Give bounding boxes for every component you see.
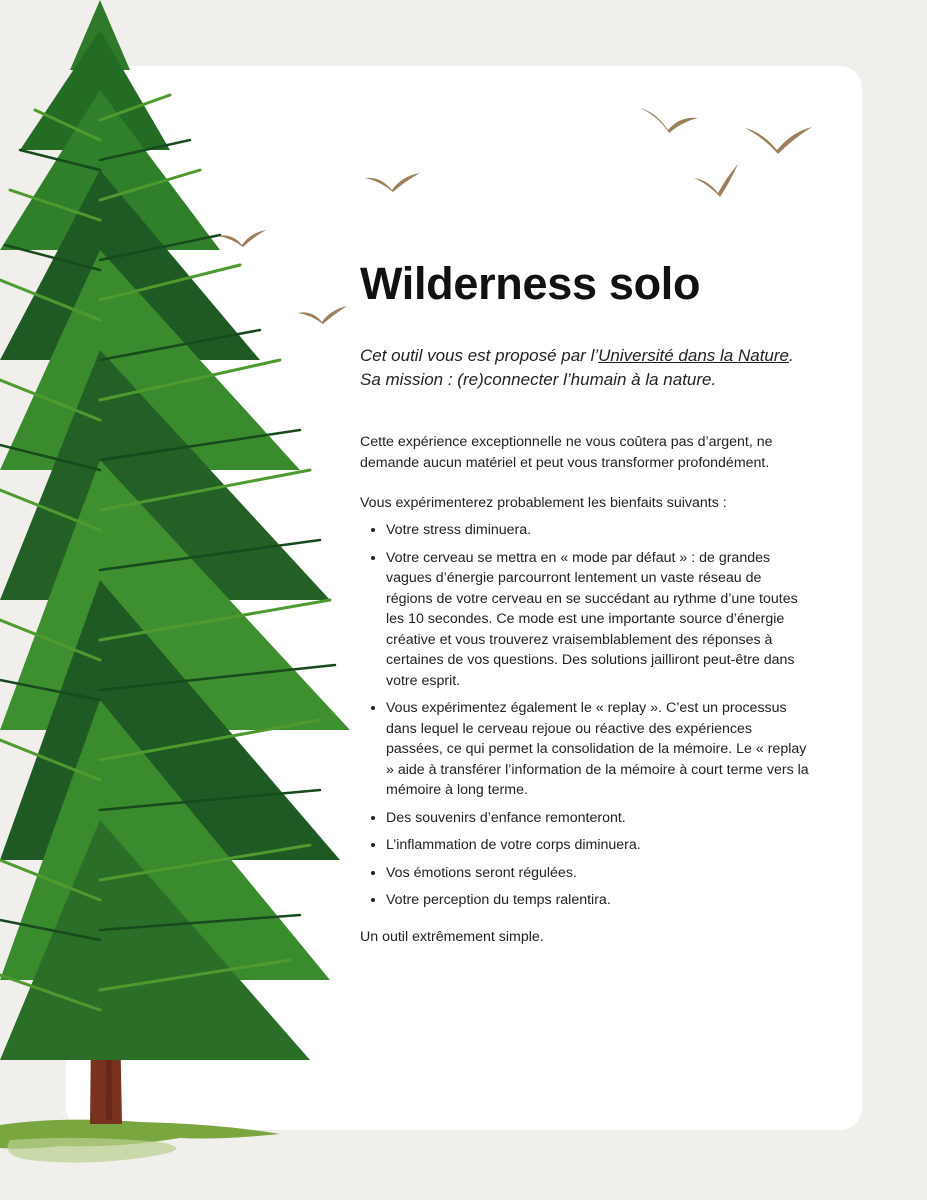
list-item: • Votre cerveau se mettra en « mode par défaut » : de grandes vagues d’énergie parcourront lentement un vaste réseau de régions de votre cerveau en se succédant au rythme d’une toutes les 10 secondes. Ce mode est une importante source d’énergie créative et vous trouverez vraisemblablement des réponses à certaines de vos questions. Des solutions jailliront peut-être dans votre esprit.: [386, 548, 810, 692]
paragraph-2: Vous expérimenterez probablement les bienfaits suivants :: [360, 495, 727, 511]
list-item: • Vos émotions seront régulées.: [386, 863, 810, 884]
list-item: • Votre perception du temps ralentira.: [386, 890, 810, 911]
intro-prefix: Cet outil vous est proposé par l’: [360, 346, 599, 365]
page-title: Wilderness solo: [360, 258, 701, 309]
list-item: • L’inflammation de votre corps diminuera.: [386, 835, 810, 856]
intro-line-2: Sa mission : (re)connecter l’humain à la nature.: [360, 370, 717, 389]
universite-link[interactable]: Université dans la Nature: [598, 346, 789, 365]
intro-text: [360, 344, 810, 392]
list-item: • Votre stress diminuera.: [386, 520, 810, 541]
intro-line-1: [360, 344, 810, 368]
list-item: • Vous expérimentez également le « replay ». C’est un processus dans lequel le cerveau rejoue ou réactive des expériences passées, ce qui permet la consolidation de la mémoire. Le « replay » aide à transférer l’information de la mémoire à court terme vers la mémoire à long terme.: [386, 698, 810, 801]
grass-patch: [8, 1138, 177, 1163]
list-item: • Des souvenirs d’enfance remonteront.: [386, 808, 810, 829]
closing-text: Un outil extrêmement simple.: [360, 928, 544, 945]
benefits-list: [360, 520, 810, 911]
pine-tree-illustration: [0, 0, 370, 1200]
paragraph-1: Cette expérience exceptionnelle ne vous coûtera pas d’argent, ne demande aucun matériel et peut vous transformer profondément.: [360, 434, 773, 471]
intro-suffix: .: [789, 346, 794, 365]
main-content: [360, 258, 810, 948]
